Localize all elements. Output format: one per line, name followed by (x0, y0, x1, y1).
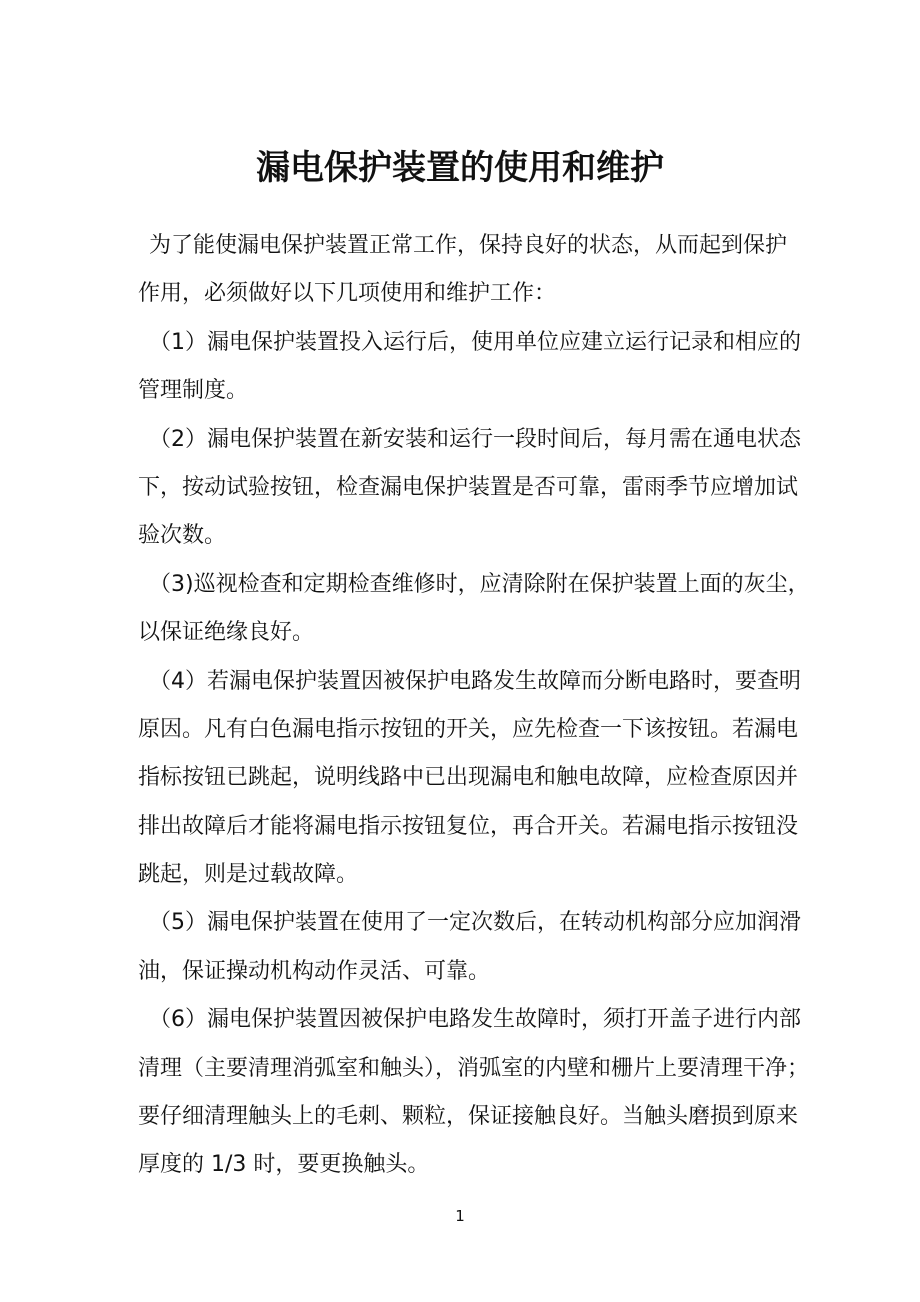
document-title: 漏电保护装置的使用和维护 (256, 148, 664, 188)
text-line: 下，按动试验按钮，检查漏电保护装置是否可靠，雷雨季节应增加试 (138, 474, 799, 500)
paragraph (138, 658, 801, 900)
text-line: 为了能使漏电保护装置正常工作，保持良好的状态，从而起到保护 (149, 233, 788, 258)
text-line: 原因。凡有白色漏电指示按钮的开关，应先检查一下该按钮。若漏电 (138, 716, 799, 742)
text-line: （6）漏电保护装置因被保护电路发生故障时，须打开盖子进行内部 (149, 1007, 801, 1033)
text-line: （2）漏电保护装置在新安装和运行一段时间后，每月需在通电状态 (149, 426, 801, 452)
text-line: 以保证绝缘良好。 (138, 620, 315, 646)
paragraph (138, 222, 788, 319)
text-line: 跳起，则是过载故障。 (138, 862, 359, 888)
paragraph (138, 319, 801, 416)
text-line: 作用，必须做好以下几项使用和维护工作： (138, 281, 557, 307)
document-body (138, 222, 810, 1190)
paragraph (138, 561, 810, 658)
text-line: 油，保证操动机构动作灵活、可靠。 (138, 958, 491, 984)
paragraph (138, 416, 801, 561)
text-line: （1）漏电保护装置投入运行后，使用单位应建立运行记录和相应的 (149, 329, 801, 355)
text-line: 排出故障后才能将漏电指示按钮复位，再合开关。若漏电指示按钮没 (138, 813, 799, 839)
text-line: （5）漏电保护装置在使用了一定次数后，在转动机构部分应加润滑 (149, 910, 801, 936)
paragraph (138, 899, 801, 996)
text-line: 管理制度。 (138, 378, 249, 404)
paragraph (138, 996, 810, 1190)
text-line: （4）若漏电保护装置因被保护电路发生故障而分断电路时，要查明 (149, 668, 801, 694)
text-line: 验次数。 (138, 523, 227, 549)
page-number: 1 (455, 1207, 465, 1225)
text-line: 指标按钮已跳起，说明线路中已出现漏电和触电故障，应检查原因并 (138, 765, 799, 791)
text-line: 厚度的 1/3 时，要更换触头。 (138, 1152, 430, 1178)
text-line: 清理（主要清理消弧室和触头），消弧室的内壁和栅片上要清理干净； (138, 1055, 810, 1081)
text-line: （3)巡视检查和定期检查维修时，应清除附在保护装置上面的灰尘， (149, 571, 810, 597)
text-line: 要仔细清理触头上的毛刺、颗粒，保证接触良好。当触头磨损到原来 (138, 1104, 799, 1130)
